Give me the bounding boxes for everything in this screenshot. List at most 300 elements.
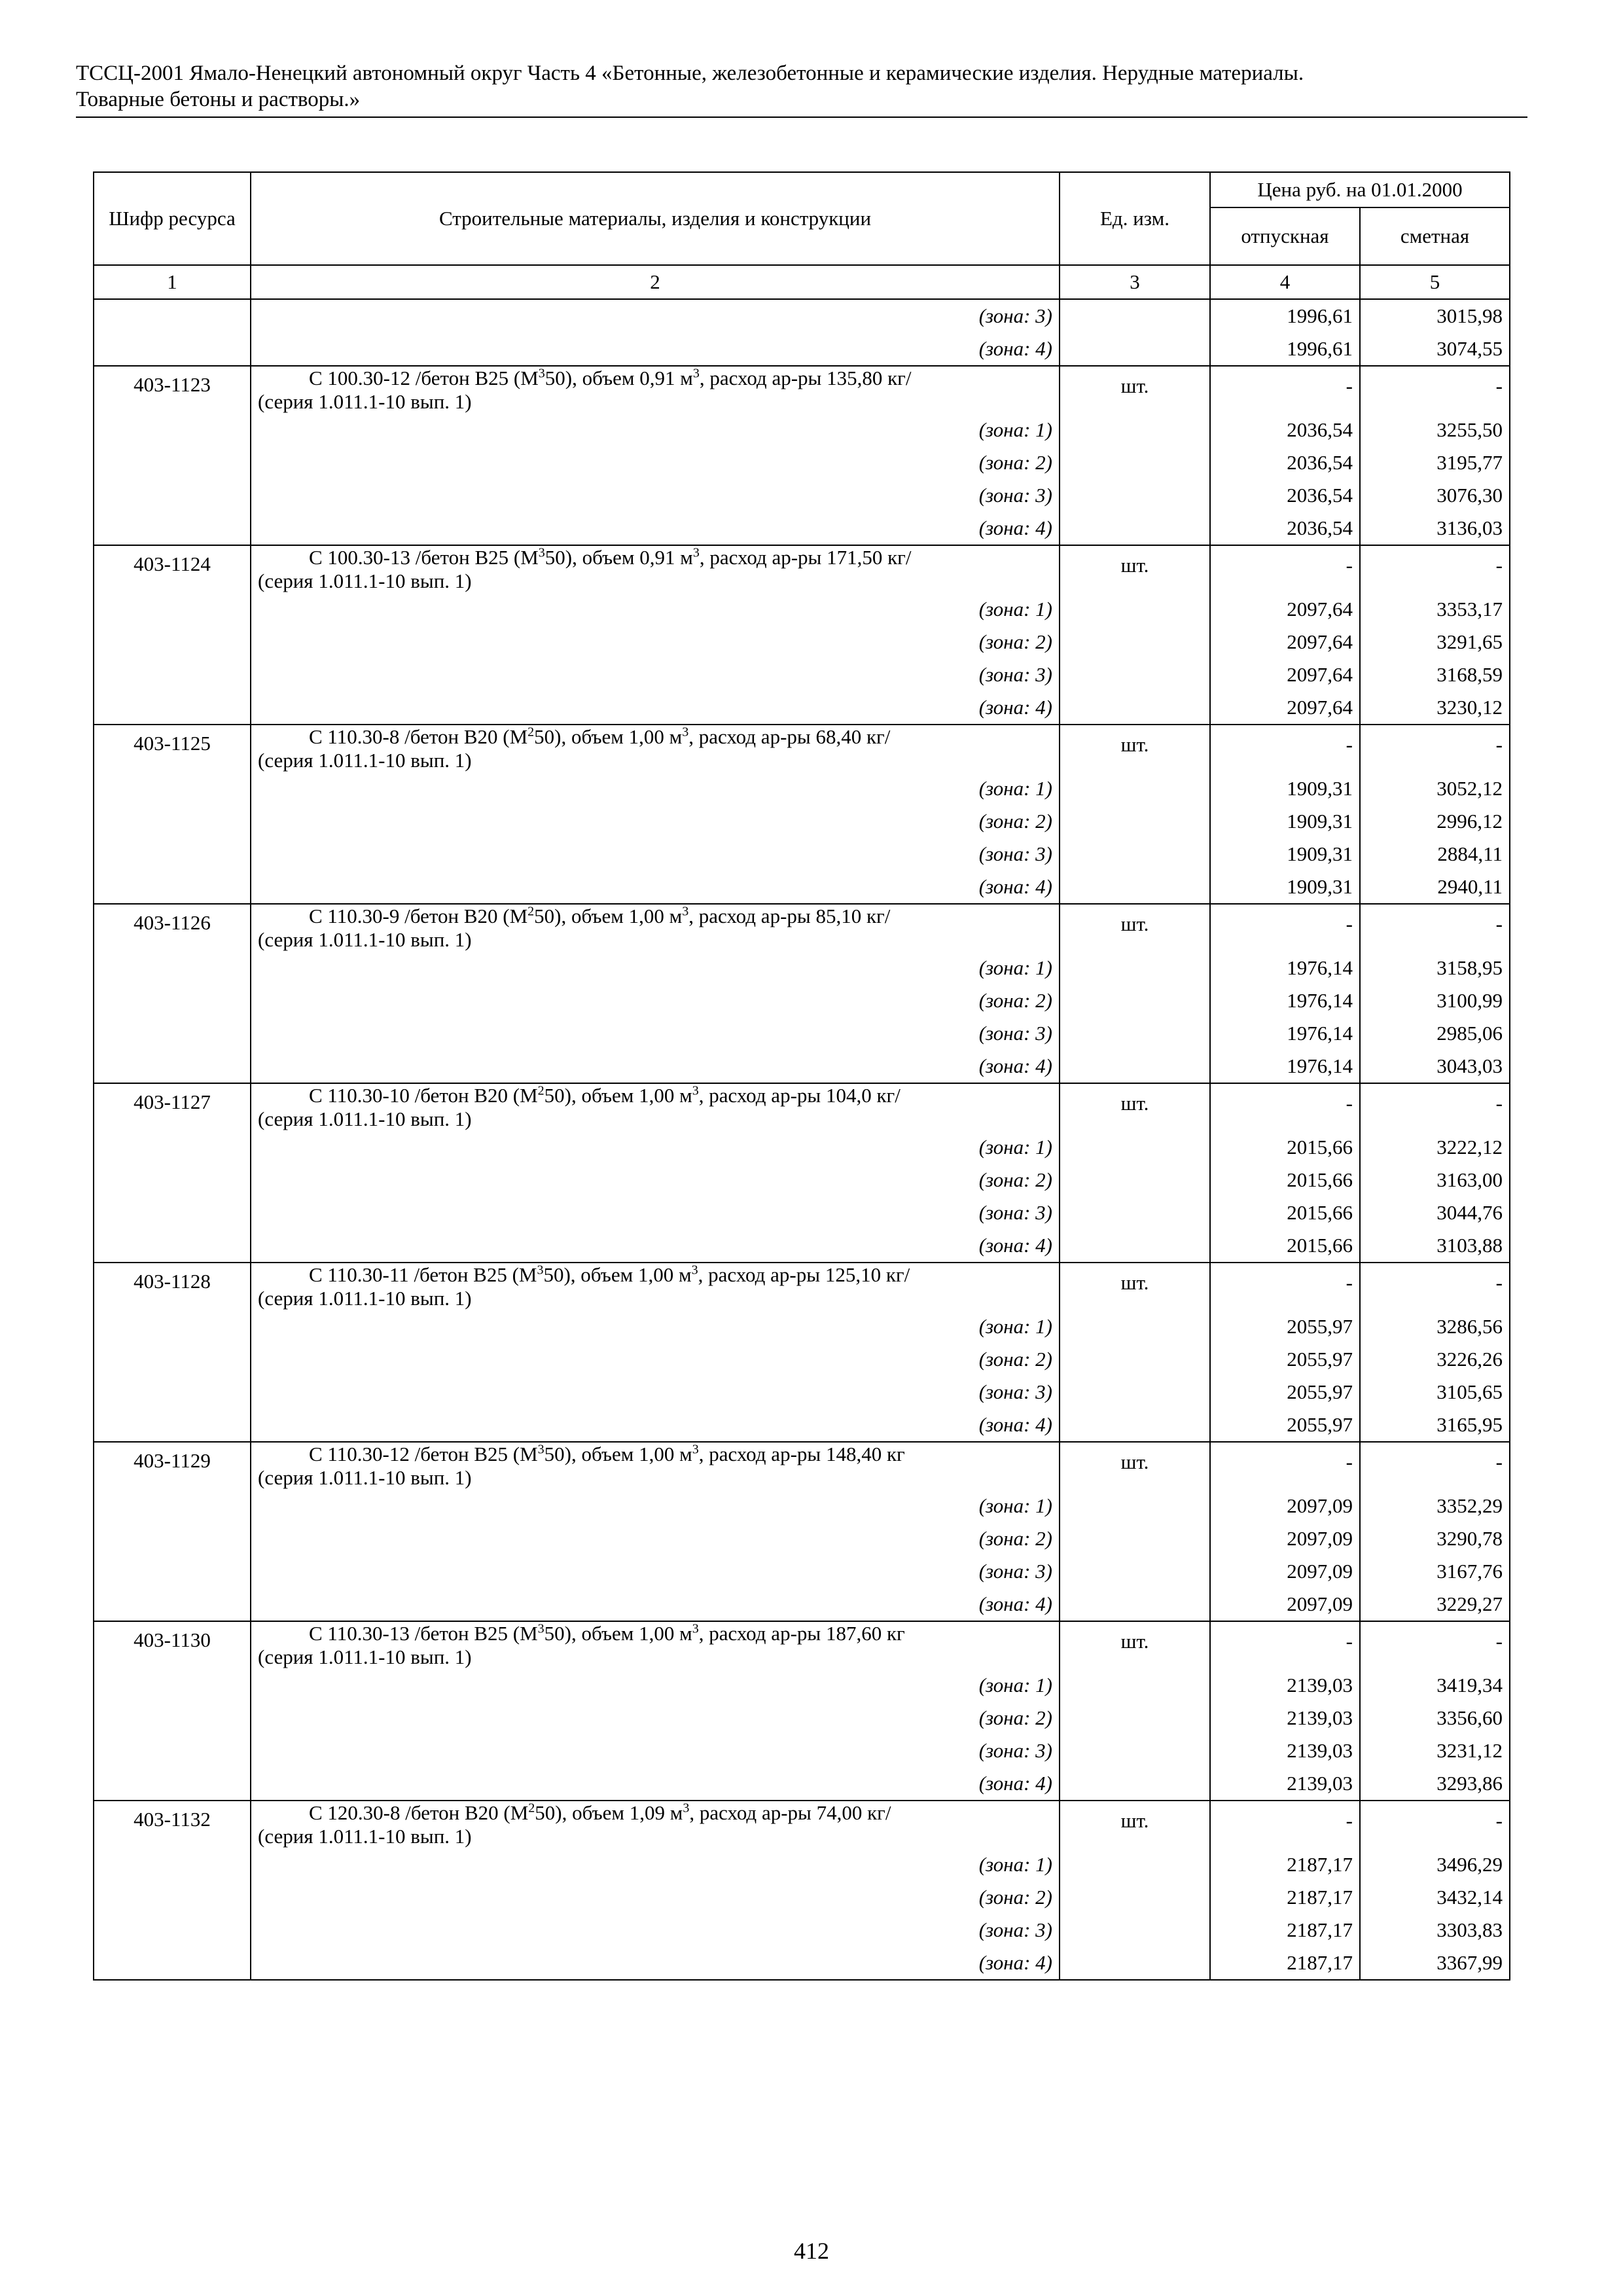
unit-cell [1060, 1767, 1210, 1801]
zone-row [94, 1310, 1510, 1343]
document-header [76, 60, 1527, 118]
zone-label: (зона: 4) [251, 1408, 1060, 1442]
unit-of-measure: шт. [1060, 1442, 1210, 1490]
release-price: 1909,31 [1210, 772, 1360, 805]
resource-code: 403-1123 [94, 366, 251, 414]
release-price: 1909,31 [1210, 870, 1360, 904]
resource-description [251, 366, 1060, 414]
unit-cell [1060, 984, 1210, 1017]
release-price: 2036,54 [1210, 512, 1360, 545]
zone-label: (зона: 4) [251, 1946, 1060, 1980]
superscript: 2 [527, 904, 535, 919]
estimate-price: 3496,29 [1360, 1848, 1510, 1881]
unit-cell [1060, 1702, 1210, 1734]
release-price: - [1210, 1442, 1360, 1490]
unit-cell [1060, 1588, 1210, 1621]
header-name: Строительные материалы, изделия и конструкции [251, 172, 1060, 265]
zone-label: (зона: 3) [251, 1017, 1060, 1050]
unit-cell [1060, 1848, 1210, 1881]
superscript: 3 [538, 366, 545, 381]
description-line-1 [258, 1263, 1052, 1287]
release-price: 2036,54 [1210, 414, 1360, 446]
resource-code-cell [94, 1343, 251, 1376]
release-price: 2187,17 [1210, 1848, 1360, 1881]
unit-cell [1060, 446, 1210, 479]
description-text: , расход ар-ры 74,00 кг/ [689, 1801, 891, 1824]
header-release-price: отпускная [1210, 207, 1360, 265]
release-price: 2036,54 [1210, 446, 1360, 479]
resource-description [251, 1263, 1060, 1310]
resource-code-cell [94, 1588, 251, 1621]
zone-label: (зона: 4) [251, 1050, 1060, 1083]
release-price: - [1210, 904, 1360, 952]
zone-label: (зона: 2) [251, 805, 1060, 838]
resource-code-cell [94, 984, 251, 1017]
zone-row [94, 1702, 1510, 1734]
unit-of-measure: шт. [1060, 1621, 1210, 1669]
release-price: - [1210, 1621, 1360, 1669]
release-price: 2097,09 [1210, 1588, 1360, 1621]
superscript: 3 [682, 904, 689, 919]
release-price: 2097,64 [1210, 626, 1360, 658]
resource-row [94, 366, 1510, 414]
release-price: 2187,17 [1210, 1946, 1360, 1980]
resource-code-cell [94, 299, 251, 332]
unit-cell [1060, 1734, 1210, 1767]
estimate-price: 3293,86 [1360, 1767, 1510, 1801]
estimate-price: 3303,83 [1360, 1914, 1510, 1946]
resource-code: 403-1127 [94, 1083, 251, 1131]
column-number: 5 [1360, 265, 1510, 299]
estimate-price: - [1360, 545, 1510, 593]
description-text: С 110.30-12 /бетон В25 (М [309, 1443, 538, 1465]
estimate-price: 2940,11 [1360, 870, 1510, 904]
zone-row [94, 446, 1510, 479]
estimate-price: 3165,95 [1360, 1408, 1510, 1442]
superscript: 3 [683, 1801, 690, 1816]
description-text: С 120.30-8 /бетон В20 (М [309, 1801, 529, 1824]
resource-code-cell [94, 1017, 251, 1050]
resource-code-cell [94, 512, 251, 545]
zone-label: (зона: 3) [251, 658, 1060, 691]
estimate-price: 3291,65 [1360, 626, 1510, 658]
release-price: 1909,31 [1210, 838, 1360, 870]
superscript: 3 [538, 545, 545, 560]
zone-label: (зона: 1) [251, 414, 1060, 446]
resource-code: 403-1130 [94, 1621, 251, 1669]
zone-row [94, 479, 1510, 512]
header-line-2: Товарные бетоны и растворы.» [76, 88, 361, 111]
description-line-2: (серия 1.011.1-10 вып. 1) [258, 1287, 472, 1310]
zone-row [94, 1017, 1510, 1050]
resource-code-cell [94, 1669, 251, 1702]
zone-label: (зона: 3) [251, 1914, 1060, 1946]
unit-cell [1060, 1914, 1210, 1946]
unit-cell [1060, 1946, 1210, 1980]
resource-code-cell [94, 1946, 251, 1980]
release-price: 2139,03 [1210, 1767, 1360, 1801]
release-price: 2097,64 [1210, 658, 1360, 691]
resource-description [251, 725, 1060, 772]
estimate-price: 3367,99 [1360, 1946, 1510, 1980]
unit-cell [1060, 626, 1210, 658]
unit-cell [1060, 1164, 1210, 1196]
release-price: 2139,03 [1210, 1734, 1360, 1767]
zone-row [94, 1848, 1510, 1881]
unit-of-measure: шт. [1060, 1083, 1210, 1131]
superscript: 3 [692, 1083, 699, 1098]
zone-label: (зона: 2) [251, 1881, 1060, 1914]
unit-cell [1060, 952, 1210, 984]
release-price: 2097,09 [1210, 1555, 1360, 1588]
estimate-price: 3015,98 [1360, 299, 1510, 332]
resource-code-cell [94, 1555, 251, 1588]
unit-cell [1060, 1555, 1210, 1588]
zone-row [94, 1946, 1510, 1980]
description-line-2: (серия 1.011.1-10 вып. 1) [258, 1825, 472, 1848]
estimate-price: - [1360, 1442, 1510, 1490]
estimate-price: 3052,12 [1360, 772, 1510, 805]
estimate-price: 3168,59 [1360, 658, 1510, 691]
description-line-1 [258, 367, 1052, 390]
zone-row [94, 414, 1510, 446]
resource-code-cell [94, 593, 251, 626]
estimate-price: 3352,29 [1360, 1490, 1510, 1522]
header-line-1: ТССЦ-2001 Ямало-Ненецкий автономный округ Часть 4 «Бетонные, железобетонные и керамические изделия. Нерудные материалы. [76, 62, 1304, 85]
description-text: 50), объем 1,00 м [534, 905, 683, 927]
release-price: - [1210, 725, 1360, 772]
zone-row [94, 1522, 1510, 1555]
release-price: 2097,09 [1210, 1490, 1360, 1522]
zone-row [94, 952, 1510, 984]
zone-row [94, 1229, 1510, 1263]
description-text: С 110.30-13 /бетон В25 (М [309, 1622, 538, 1645]
zone-label: (зона: 4) [251, 870, 1060, 904]
unit-cell [1060, 512, 1210, 545]
resource-code: 403-1129 [94, 1442, 251, 1490]
column-number: 1 [94, 265, 251, 299]
estimate-price: 3195,77 [1360, 446, 1510, 479]
resource-row [94, 904, 1510, 952]
estimate-price: - [1360, 1263, 1510, 1310]
unit-cell [1060, 1131, 1210, 1164]
release-price: 2097,64 [1210, 691, 1360, 725]
superscript: 3 [537, 1263, 544, 1278]
superscript: 2 [537, 1083, 544, 1098]
resource-code-cell [94, 1881, 251, 1914]
zone-label: (зона: 4) [251, 512, 1060, 545]
unit-cell [1060, 1881, 1210, 1914]
estimate-price: - [1360, 1801, 1510, 1848]
unit-of-measure: шт. [1060, 1801, 1210, 1848]
release-price: 2097,64 [1210, 593, 1360, 626]
resource-code-cell [94, 414, 251, 446]
release-price: 2015,66 [1210, 1229, 1360, 1263]
resource-code-cell [94, 1164, 251, 1196]
unit-cell [1060, 1408, 1210, 1442]
price-table-body [94, 299, 1510, 1980]
description-line-1 [258, 1443, 1052, 1466]
zone-label: (зона: 3) [251, 299, 1060, 332]
superscript: 3 [692, 1442, 699, 1457]
resource-row [94, 1801, 1510, 1848]
zone-label: (зона: 1) [251, 1490, 1060, 1522]
description-text: 50), объем 1,00 м [544, 1443, 692, 1465]
estimate-price: 3103,88 [1360, 1229, 1510, 1263]
zone-row [94, 984, 1510, 1017]
release-price: 2055,97 [1210, 1376, 1360, 1408]
unit-cell [1060, 870, 1210, 904]
resource-description [251, 1621, 1060, 1669]
zone-row [94, 1376, 1510, 1408]
release-price: 2055,97 [1210, 1310, 1360, 1343]
zone-row [94, 299, 1510, 332]
zone-label: (зона: 1) [251, 1310, 1060, 1343]
column-number: 3 [1060, 265, 1210, 299]
resource-code-cell [94, 1050, 251, 1083]
release-price: 2139,03 [1210, 1669, 1360, 1702]
resource-code-cell [94, 952, 251, 984]
zone-label: (зона: 4) [251, 1229, 1060, 1263]
unit-of-measure: шт. [1060, 904, 1210, 952]
zone-label: (зона: 3) [251, 1734, 1060, 1767]
resource-code-cell [94, 838, 251, 870]
estimate-price: 3432,14 [1360, 1881, 1510, 1914]
unit-of-measure: шт. [1060, 1263, 1210, 1310]
description-line-2: (серия 1.011.1-10 вып. 1) [258, 569, 472, 592]
zone-label: (зона: 1) [251, 1131, 1060, 1164]
description-text: , расход ар-ры 148,40 кг [698, 1443, 905, 1465]
estimate-price: 3255,50 [1360, 414, 1510, 446]
description-text: 50), объем 1,00 м [543, 1263, 692, 1286]
description-text: , расход ар-ры 125,10 кг/ [698, 1263, 910, 1286]
zone-row [94, 658, 1510, 691]
resource-code-cell [94, 446, 251, 479]
resource-code-cell [94, 1408, 251, 1442]
zone-row [94, 1914, 1510, 1946]
header-unit: Ед. изм. [1060, 172, 1210, 265]
zone-label: (зона: 3) [251, 479, 1060, 512]
release-price: - [1210, 366, 1360, 414]
description-text: 50), объем 1,00 м [534, 725, 683, 748]
zone-row [94, 1881, 1510, 1914]
zone-label: (зона: 3) [251, 1376, 1060, 1408]
description-text: , расход ар-ры 135,80 кг/ [699, 367, 912, 389]
estimate-price: 3226,26 [1360, 1343, 1510, 1376]
resource-row [94, 1442, 1510, 1490]
zone-label: (зона: 1) [251, 1848, 1060, 1881]
resource-code-cell [94, 1734, 251, 1767]
unit-cell [1060, 1376, 1210, 1408]
estimate-price: 3158,95 [1360, 952, 1510, 984]
description-line-1 [258, 1622, 1052, 1645]
estimate-price: 3163,00 [1360, 1164, 1510, 1196]
resource-code: 403-1128 [94, 1263, 251, 1310]
release-price: - [1210, 1263, 1360, 1310]
resource-code-cell [94, 479, 251, 512]
estimate-price: - [1360, 725, 1510, 772]
resource-description [251, 904, 1060, 952]
resource-code-cell [94, 805, 251, 838]
resource-code-cell [94, 332, 251, 366]
zone-row [94, 332, 1510, 366]
release-price: 2015,66 [1210, 1196, 1360, 1229]
description-text: , расход ар-ры 104,0 кг/ [698, 1084, 901, 1107]
release-price: 1976,14 [1210, 952, 1360, 984]
estimate-price: 3043,03 [1360, 1050, 1510, 1083]
description-text: С 110.30-9 /бетон В20 (М [309, 905, 528, 927]
resource-description [251, 1801, 1060, 1848]
resource-code: 403-1124 [94, 545, 251, 593]
zone-label: (зона: 1) [251, 593, 1060, 626]
zone-row [94, 1343, 1510, 1376]
release-price: 2015,66 [1210, 1164, 1360, 1196]
zone-row [94, 1408, 1510, 1442]
release-price: 1996,61 [1210, 332, 1360, 366]
unit-cell [1060, 1490, 1210, 1522]
release-price: 1976,14 [1210, 1017, 1360, 1050]
estimate-price: 3222,12 [1360, 1131, 1510, 1164]
unit-cell [1060, 1669, 1210, 1702]
resource-code-cell [94, 1914, 251, 1946]
zone-row [94, 1588, 1510, 1621]
unit-of-measure: шт. [1060, 545, 1210, 593]
description-text: С 110.30-11 /бетон В25 (М [309, 1263, 537, 1286]
unit-cell [1060, 1343, 1210, 1376]
resource-description [251, 545, 1060, 593]
description-text: 50), объем 1,09 м [535, 1801, 683, 1824]
zone-row [94, 772, 1510, 805]
release-price: 1976,14 [1210, 984, 1360, 1017]
superscript: 3 [537, 1442, 544, 1457]
release-price: - [1210, 1801, 1360, 1848]
zone-row [94, 1767, 1510, 1801]
zone-label: (зона: 1) [251, 952, 1060, 984]
superscript: 3 [692, 545, 700, 560]
superscript: 3 [692, 1621, 699, 1636]
unit-cell [1060, 1017, 1210, 1050]
zone-row [94, 838, 1510, 870]
description-text: 50), объем 1,00 м [544, 1084, 692, 1107]
estimate-price: - [1360, 366, 1510, 414]
superscript: 3 [537, 1621, 544, 1636]
resource-code-cell [94, 1848, 251, 1881]
release-price: 2015,66 [1210, 1131, 1360, 1164]
estimate-price: 3105,65 [1360, 1376, 1510, 1408]
resource-code-cell [94, 1522, 251, 1555]
resource-row [94, 1621, 1510, 1669]
resource-row [94, 545, 1510, 593]
zone-row [94, 593, 1510, 626]
resource-code-cell [94, 870, 251, 904]
estimate-price: 2996,12 [1360, 805, 1510, 838]
unit-cell [1060, 479, 1210, 512]
description-line-1 [258, 725, 1052, 749]
release-price: 2097,09 [1210, 1522, 1360, 1555]
description-line-2: (серия 1.011.1-10 вып. 1) [258, 749, 472, 772]
description-text: , расход ар-ры 187,60 кг [698, 1622, 905, 1645]
release-price: 2187,17 [1210, 1881, 1360, 1914]
estimate-price: 3290,78 [1360, 1522, 1510, 1555]
release-price: - [1210, 1083, 1360, 1131]
unit-cell [1060, 1050, 1210, 1083]
estimate-price: - [1360, 1083, 1510, 1131]
resource-code-cell [94, 1702, 251, 1734]
unit-cell [1060, 1229, 1210, 1263]
estimate-price: 3231,12 [1360, 1734, 1510, 1767]
estimate-price: - [1360, 1621, 1510, 1669]
unit-cell [1060, 332, 1210, 366]
resource-code-cell [94, 626, 251, 658]
zone-label: (зона: 3) [251, 1196, 1060, 1229]
description-line-2: (серия 1.011.1-10 вып. 1) [258, 1466, 472, 1489]
price-table [93, 171, 1510, 1981]
unit-of-measure: шт. [1060, 366, 1210, 414]
estimate-price: 3353,17 [1360, 593, 1510, 626]
description-line-2: (серия 1.011.1-10 вып. 1) [258, 1107, 472, 1130]
zone-label: (зона: 2) [251, 446, 1060, 479]
estimate-price: 3136,03 [1360, 512, 1510, 545]
description-line-1 [258, 1801, 1052, 1825]
zone-row [94, 512, 1510, 545]
resource-code-cell [94, 1490, 251, 1522]
description-text: С 100.30-13 /бетон В25 (М [309, 546, 539, 569]
unit-cell [1060, 593, 1210, 626]
resource-row [94, 1263, 1510, 1310]
zone-label: (зона: 1) [251, 772, 1060, 805]
release-price: 1976,14 [1210, 1050, 1360, 1083]
unit-cell [1060, 772, 1210, 805]
release-price: 2055,97 [1210, 1408, 1360, 1442]
description-line-1 [258, 546, 1052, 569]
zone-row [94, 1490, 1510, 1522]
resource-code-cell [94, 1310, 251, 1343]
column-number-row [94, 265, 1510, 299]
resource-code-cell [94, 1767, 251, 1801]
unit-cell [1060, 838, 1210, 870]
zone-row [94, 1196, 1510, 1229]
zone-label: (зона: 3) [251, 838, 1060, 870]
description-text: 50), объем 0,91 м [544, 546, 693, 569]
description-line-2: (серия 1.011.1-10 вып. 1) [258, 390, 472, 413]
column-number: 4 [1210, 265, 1360, 299]
resource-code-cell [94, 1376, 251, 1408]
resource-code: 403-1125 [94, 725, 251, 772]
superscript: 2 [528, 1801, 535, 1816]
unit-cell [1060, 414, 1210, 446]
description-text: , расход ар-ры 85,10 кг/ [688, 905, 891, 927]
description-text: 50), объем 1,00 м [544, 1622, 692, 1645]
description-text: С 110.30-10 /бетон В20 (М [309, 1084, 538, 1107]
zone-label: (зона: 2) [251, 984, 1060, 1017]
column-number: 2 [251, 265, 1060, 299]
page-number: 412 [794, 2238, 829, 2264]
estimate-price: 2884,11 [1360, 838, 1510, 870]
resource-code-cell [94, 658, 251, 691]
zone-row [94, 805, 1510, 838]
estimate-price: 3044,76 [1360, 1196, 1510, 1229]
description-line-1 [258, 1084, 1052, 1107]
zone-label: (зона: 4) [251, 691, 1060, 725]
zone-label: (зона: 4) [251, 1588, 1060, 1621]
zone-row [94, 1050, 1510, 1083]
description-text: С 110.30-8 /бетон В20 (М [309, 725, 528, 748]
unit-cell [1060, 691, 1210, 725]
estimate-price: 3286,56 [1360, 1310, 1510, 1343]
release-price: 2187,17 [1210, 1914, 1360, 1946]
header-price: Цена руб. на 01.01.2000 [1210, 172, 1510, 207]
estimate-price: 3419,34 [1360, 1669, 1510, 1702]
